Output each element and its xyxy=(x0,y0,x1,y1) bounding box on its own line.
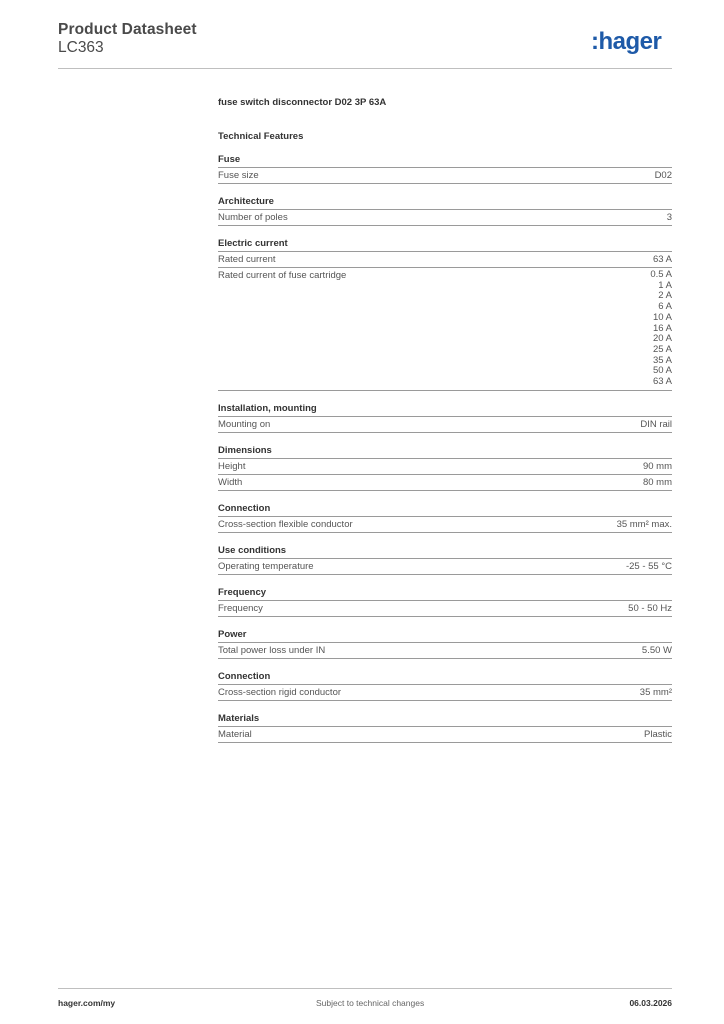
spec-group xyxy=(218,501,672,533)
spec-group-title: Electric current xyxy=(218,236,672,252)
spec-row xyxy=(218,601,672,617)
spec-value: -25 - 55 °C xyxy=(625,560,672,572)
footer-date: 06.03.2026 xyxy=(629,998,672,1008)
spec-row xyxy=(218,727,672,743)
spec-value: 50 - 50 Hz xyxy=(628,602,672,614)
spec-value: 5.50 W xyxy=(641,644,672,656)
spec-row xyxy=(218,168,672,184)
spec-label: Width xyxy=(218,476,243,488)
spec-group xyxy=(218,543,672,575)
spec-group-title: Materials xyxy=(218,711,672,727)
spec-group xyxy=(218,194,672,226)
spec-label: Rated current xyxy=(218,254,276,265)
spec-group-title: Connection xyxy=(218,501,672,517)
spec-row xyxy=(218,252,672,268)
spec-row xyxy=(218,210,672,226)
spec-group xyxy=(218,585,672,617)
spec-value: 63 A xyxy=(652,254,672,265)
spec-value-item: 63 A xyxy=(652,376,672,388)
spec-row xyxy=(218,643,672,659)
spec-value-item: 0.5 A xyxy=(650,269,672,280)
page-title: Product Datasheet xyxy=(58,21,197,38)
spec-label: Fuse size xyxy=(218,170,259,181)
spec-value: DIN rail xyxy=(640,418,672,430)
spec-label: Height xyxy=(218,460,246,472)
spec-value xyxy=(650,270,672,388)
spec-label: Number of poles xyxy=(218,212,288,223)
spec-group-title: Dimensions xyxy=(218,443,672,459)
spec-label: Cross-section flexible conductor xyxy=(218,518,353,530)
spec-group xyxy=(218,401,672,433)
spec-group xyxy=(218,669,672,701)
spec-value-item: 10 A xyxy=(652,311,672,323)
spec-label: Cross-section rigid conductor xyxy=(218,686,342,698)
footer-divider xyxy=(58,988,672,989)
spec-group xyxy=(218,443,672,491)
spec-value-item: 20 A xyxy=(652,333,672,345)
spec-table xyxy=(218,152,672,753)
spec-group xyxy=(218,711,672,743)
spec-row xyxy=(218,459,672,475)
spec-label: Total power loss under IN xyxy=(218,644,326,656)
spec-row xyxy=(218,517,672,533)
spec-value-item: 25 A xyxy=(652,343,672,355)
footer-website: hager.com/my xyxy=(58,998,116,1008)
product-name: fuse switch disconnector D02 3P 63A xyxy=(218,97,387,108)
spec-label: Mounting on xyxy=(218,418,271,430)
spec-value: D02 xyxy=(654,170,672,181)
spec-group-title: Installation, mounting xyxy=(218,401,672,417)
spec-label: Rated current of fuse cartridge xyxy=(218,270,347,281)
spec-group-title: Power xyxy=(218,627,672,643)
spec-value-item: 6 A xyxy=(658,301,672,313)
spec-label: Operating temperature xyxy=(218,560,314,572)
spec-group-title: Architecture xyxy=(218,194,672,210)
spec-group xyxy=(218,236,672,391)
header-divider xyxy=(58,68,672,69)
spec-row xyxy=(218,559,672,575)
spec-value-item: 1 A xyxy=(658,279,672,291)
spec-group-title: Connection xyxy=(218,669,672,685)
spec-row xyxy=(218,417,672,433)
spec-label: Material xyxy=(218,728,252,740)
spec-value: 35 mm² max. xyxy=(616,518,672,530)
spec-row xyxy=(218,268,672,391)
product-code: LC363 xyxy=(58,39,104,56)
spec-group-title: Frequency xyxy=(218,585,672,601)
spec-value-item: 35 A xyxy=(652,354,672,366)
spec-row xyxy=(218,685,672,701)
hager-logo: :hager xyxy=(591,28,662,55)
spec-row xyxy=(218,475,672,491)
spec-value-item: 50 A xyxy=(652,365,672,377)
footer-note: Subject to technical changes xyxy=(316,998,425,1008)
spec-label: Frequency xyxy=(218,602,263,614)
technical-features-heading: Technical Features xyxy=(218,131,304,142)
spec-group-title: Use conditions xyxy=(218,543,672,559)
spec-value: Plastic xyxy=(644,728,672,740)
spec-value: 80 mm xyxy=(642,476,672,488)
spec-group-title: Fuse xyxy=(218,152,672,168)
spec-value-item: 16 A xyxy=(652,322,672,334)
spec-value: 90 mm xyxy=(642,460,672,472)
spec-value-item: 2 A xyxy=(658,290,672,302)
spec-group xyxy=(218,627,672,659)
spec-value: 35 mm² xyxy=(639,686,672,698)
spec-group xyxy=(218,152,672,184)
spec-value: 3 xyxy=(666,212,672,223)
